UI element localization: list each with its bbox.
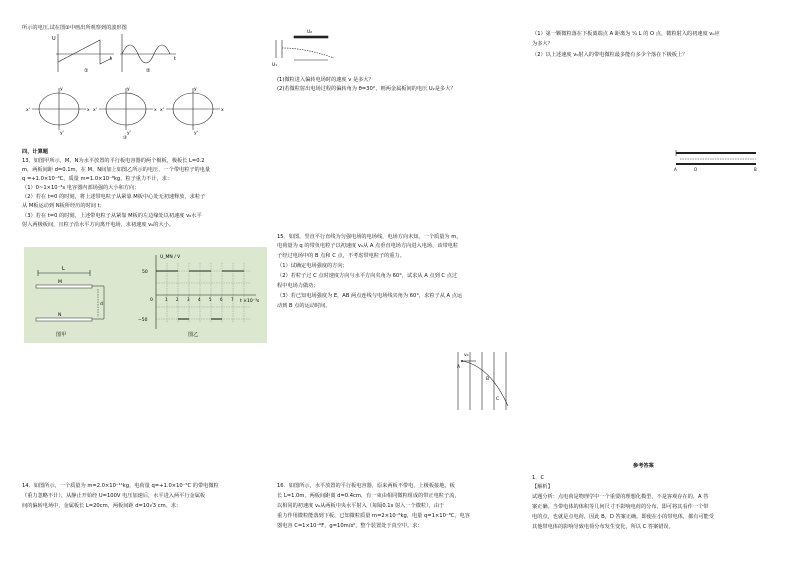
answer-tag: 【解析】 <box>532 484 553 490</box>
scope3-y: y <box>194 87 197 92</box>
answer-line-1: 案正确。当带电体的体积等几何尺寸不影响电荷的分布，即可将其看作一个带 <box>532 504 709 510</box>
q15-line-7: 动到 B 点的运动时间。 <box>277 303 331 309</box>
q13-line-6: （3）若在 t=0 的时刻，上述带电粒子从紧靠 M板的左边缘处以初速度 v₀水平 <box>22 213 202 219</box>
fig13-m-label: M <box>58 280 62 285</box>
fig15-c-label: C <box>496 397 500 402</box>
scope2-x: x <box>154 108 157 113</box>
fig15-a-label: A <box>457 365 461 370</box>
q16-cont-1: 为多大？ <box>532 41 553 47</box>
fig-a-num1: ① <box>84 68 89 74</box>
q16-cont-0: （1）第一颗微粒落在下板离端点 A 距离为 ¼ L 的 O 点，微粒射入的初速度 v₀应 <box>532 31 720 37</box>
answer-title: 参考答案 <box>633 463 654 469</box>
fig13-tick-50: 50 <box>142 270 148 275</box>
fig13-tick-t7: 7 <box>231 297 234 302</box>
fig13-l-label: L <box>62 266 65 272</box>
scope2-xp: x' <box>93 108 97 113</box>
q16-line-3: 重力作用微粒能落到下板，已知微粒质量 m=2×10⁻⁶kg，电量 q=1×10⁻⁸C，电容 <box>277 513 470 519</box>
fig13-tick-t1: 1 <box>165 297 168 302</box>
q13-line-2: q =+1.0×10⁻⁶C，质量 m=1.0×10⁻⁸kg，粒子重力不计，求： <box>22 176 173 182</box>
waveform-figures <box>50 32 180 74</box>
fig13-tick-t4: 4 <box>198 297 201 302</box>
fig13-tick-0: 0 <box>150 298 153 303</box>
fig16-a-label: A <box>674 167 677 172</box>
fig15-b-label: B <box>486 377 490 382</box>
q15-line-5: 程中电场力做功； <box>277 283 319 289</box>
answer-line-2: 电的点，也就是点电荷，因此 B，D 答案正确。即使在小的带电体，都有可能受 <box>532 514 715 520</box>
q16-line-1: 长 L=1.0m，两板间距离 d=0.4cm，有一束由相同微粒组成的带正电粒子流， <box>277 493 460 499</box>
q14-line-0: 14．如图所示，一个质量为 m=2.0×10⁻¹¹kg，电荷量 q=+1.0×10⁻⁵C 的带电微粒 <box>22 483 219 489</box>
scope1-y: y <box>60 87 63 92</box>
scope2-yp: y' <box>127 131 131 136</box>
intro-line: 所示的电压,试在图③中画出所观察到的波形图 <box>22 25 127 31</box>
q14-cont-1: (2)若微粒射出电场过程的偏转角为 θ=30°，则两金属板间的电压 U₂是多大？ <box>277 86 456 92</box>
fig13-axis-t: t ×10⁻³s <box>240 299 260 304</box>
figure-16-capacitor <box>672 144 762 174</box>
fig13-tick-t2: 2 <box>176 297 179 302</box>
fig15-v0-label: v₀ <box>464 353 469 358</box>
figure-13-panel <box>24 247 267 343</box>
answer-line-0: 试题分析：点电荷是物理学中一个重要的理想化模型，不是客观存在的，A 答 <box>532 494 709 500</box>
fig-a-num2: ② <box>146 68 151 74</box>
q15-line-4: （2）若粒子过 C 点时速度方向与水平方向夹角为 60°，试求从 A 点到 C 点过 <box>277 273 458 279</box>
answer-line-3: 其他带电体的影响导致电荷分布发生变化，所以 C 答案错误。 <box>532 524 674 530</box>
q13-line-0: 13．如图甲所示，M、N为水平放置的平行板电容器的两个极板，极板长 L=0.2 <box>22 158 205 164</box>
answer-num: 1．C <box>532 475 545 481</box>
q14-cont-0: (1)微粒进入偏转电场时的速度 v 是多大？ <box>277 77 374 83</box>
fig-a-t-label: t <box>110 56 112 62</box>
scope1-xp: x' <box>26 108 30 113</box>
fig13-d-label: d <box>100 302 103 307</box>
q13-line-3: （1）0~1×10⁻³s 电容器内部场强的大小和方向； <box>22 185 140 191</box>
q16-cont-2: （2）以上述速度 v₀射入的带电微粒最多能有多少个落在下极板上？ <box>532 52 688 58</box>
scope-num3: ③ <box>123 136 128 140</box>
scope1-x: x <box>87 108 90 113</box>
q16-line-2: 以相同的初速度 v₀从两板中央水平射入（每隔0.1s 射入一个微粒），由于 <box>277 503 445 509</box>
q16-line-4: 器电容 C=1×10⁻⁶F，g=10m/s²，整个装置处于真空中。求： <box>277 523 423 529</box>
figure-13a-capacitor <box>28 261 118 331</box>
fig13-caption-b: 图乙 <box>188 332 199 338</box>
q15-line-0: 15．如图，竖直平行直线为匀强电场的电场线，电场方向未知。一个质量为 m， <box>277 234 462 240</box>
fig13-tick-t6: 6 <box>220 297 223 302</box>
fig-a-t2-label: t <box>174 56 176 62</box>
q14-line-1: （重力忽略不计），从静止开始经 U=100V 电压加速后，水平进入两平行金属板 <box>22 493 206 499</box>
q16-line-0: 16．如图所示，水平放置的平行板电容器，原来两板不带电，上极板接地，板 <box>277 483 455 489</box>
fig14-u1-label: U₁ <box>272 63 278 68</box>
oscilloscope-screens <box>26 82 226 140</box>
fig13-tick-t5: 5 <box>209 297 212 302</box>
fig14-u2-label: U₂ <box>307 30 313 35</box>
fig-a-u-label: U <box>52 36 56 42</box>
q15-line-3: （1）试确定电场强度的方向； <box>277 263 348 269</box>
scope3-xp: x' <box>160 108 164 113</box>
fig16-b-label: B <box>754 167 757 172</box>
figure-13b-graph <box>130 249 266 337</box>
scope1-yp: y' <box>60 131 64 136</box>
scope3-x: x <box>221 108 224 113</box>
q14-line-2: 间的偏转电场中，金属板长 L=20cm，两板间距 d=10√3 cm。求： <box>22 503 182 509</box>
fig13-axis-y: U_MN / V <box>160 255 181 260</box>
q15-line-6: （3）若已知电场强度为 E，AB 两点连线与电场线夹角为 60°，求粒子从 A 点运 <box>277 293 463 299</box>
fig13-tick-m50: −50 <box>138 318 148 323</box>
q13-line-7: 射入两极板间，且粒子沿水平方向离开电场，求初速度 v₀的大小。 <box>22 222 175 228</box>
scope3-yp: y' <box>194 131 198 136</box>
fig13-caption-a: 图甲 <box>56 332 67 338</box>
q13-line-1: m，两板间距 d=0.1m，在 M、N间加上如图乙所示的电压，一个带电粒子的电量 <box>22 167 211 173</box>
q13-line-4: （2）若在 t=0 的时刻，将上述带电粒子从紧靠 M板中心处无初速释放，求粒子 <box>22 194 206 200</box>
fig13-n-label: N <box>58 313 62 318</box>
q15-line-2: 子经过电场中的 B 点和 C 点，不考虑带电粒子的重力。 <box>277 253 405 259</box>
figure-14-deflection <box>272 24 342 70</box>
scope2-y: y <box>127 87 130 92</box>
q15-line-1: 电荷量为 q 的带负电粒子以初速度 v₀从 A 点垂直电场方向进入电场，该带电粒 <box>277 243 459 249</box>
figure-15-field <box>446 348 518 412</box>
fig13-tick-t3: 3 <box>187 297 190 302</box>
q13-line-5: 从 M板运动到 N板所经历的时间 t； <box>22 203 105 209</box>
fig16-o-label: O <box>694 167 698 172</box>
section-title: 四、计算题 <box>22 149 48 155</box>
